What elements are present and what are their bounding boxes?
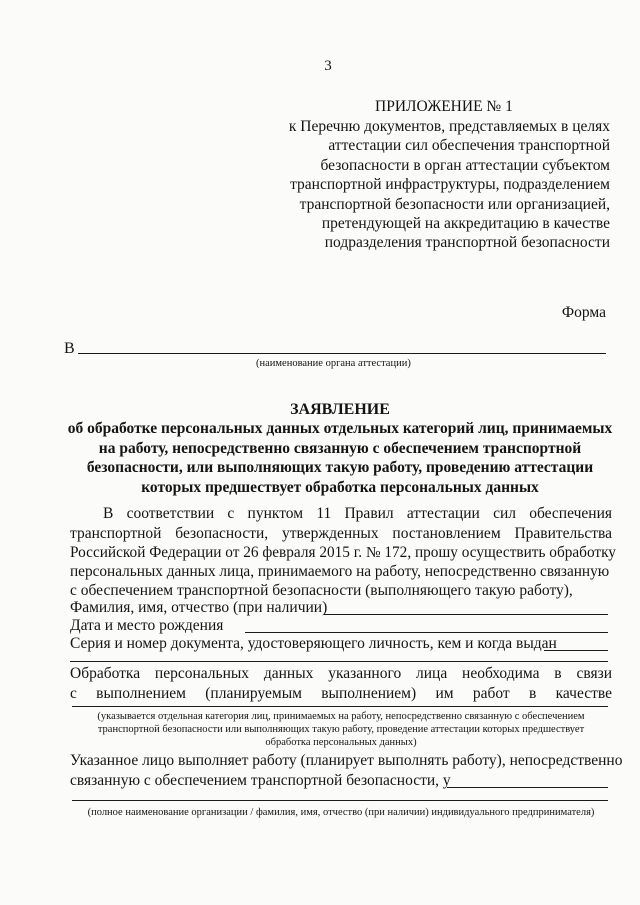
page-number: 3	[324, 58, 332, 74]
organization-field-line[interactable]	[447, 787, 608, 788]
appendix-line: транспортной безопасности или организацией,	[299, 195, 610, 213]
paragraph-line: связанную с обеспечением транспортной безопасности, у	[70, 772, 451, 789]
appendix-title: ПРИЛОЖЕНИЕ № 1	[375, 98, 513, 115]
category-field-line[interactable]	[72, 706, 608, 707]
appendix-line: аттестации сил обеспечения транспортной	[328, 137, 610, 155]
paragraph-line: Обработка персональных данных указанного лица необходима в связи	[70, 665, 612, 682]
subtitle-line: безопасности, или выполняющих такую работу, проведению аттестации	[86, 459, 594, 476]
appendix-line: транспортной инфраструктуры, подразделением	[290, 176, 610, 194]
paragraph-line: с выполнением (планируемым выполнением) им работ в качестве	[70, 685, 612, 702]
statement-subtitle	[60, 419, 620, 497]
subtitle-line: об обработке персональных данных отдельных категорий лиц, принимаемых	[67, 420, 613, 437]
form-label: Форма	[561, 304, 606, 321]
birth-label: Дата и место рождения	[70, 617, 224, 634]
appendix-line: к Перечню документов, представляемых в целях	[288, 118, 610, 135]
caption-line: транспортной безопасности или выполняющих такую работу, проведение аттестации которых предшествует	[97, 724, 585, 735]
subtitle-line: на работу, непосредственно связанную с обеспечением транспортной	[98, 439, 582, 457]
paragraph-line: В соответствии с пунктом 11 Правил аттестации сил обеспечения	[103, 505, 612, 522]
addressee-field-line[interactable]	[78, 353, 606, 354]
addressee-prefix: В	[64, 340, 75, 357]
organization-field-line-2[interactable]	[72, 800, 608, 801]
document-label: Серия и номер документа, удостоверяющего личность, кем и когда выдан	[70, 635, 557, 652]
appendix-line: безопасности в орган аттестации субъектом	[320, 156, 610, 174]
addressee-caption: (наименование органа аттестации)	[256, 358, 411, 369]
full-name-label: Фамилия, имя, отчество (при наличии)	[70, 599, 328, 616]
organization-caption	[70, 806, 612, 819]
caption-line: (полное наименование организации / фамилия, имя, отчество (при наличии) индивидуального предпринимателя)	[87, 807, 595, 818]
appendix-reference	[272, 117, 610, 253]
birth-field-line[interactable]	[245, 632, 608, 633]
appendix-line: подразделения транспортной безопасности	[324, 234, 610, 252]
full-name-field-line[interactable]	[324, 614, 608, 615]
subtitle-line: которых предшествует обработка персональных данных	[141, 478, 539, 496]
paragraph-line: с обеспечением транспортной безопасности (выполняющего такую работу),	[70, 582, 573, 599]
appendix-line: претендующей на аккредитацию в качестве	[321, 215, 610, 233]
document-field-line[interactable]	[544, 650, 608, 651]
paragraph-line: Российской Федерации от 26 февраля 2015 г. № 172, прошу осуществить обработку	[70, 544, 616, 561]
category-caption	[70, 710, 612, 749]
paragraph-line: персональных данных лица, принимаемого на работу, непосредственно связанную	[70, 563, 610, 580]
caption-line: (указывается отдельная категория лиц, принимаемых на работу, непосредственно связанную с обеспечением	[97, 711, 585, 722]
paragraph-line: транспортной безопасности, утвержденных постановлением Правительства	[70, 525, 612, 542]
paragraph-line: Указанное лицо выполняет работу (планирует выполнять работу), непосредственно	[70, 752, 623, 769]
caption-line: обработка персональных данных)	[265, 737, 417, 748]
document-field-line-2[interactable]	[70, 661, 608, 662]
statement-title: ЗАЯВЛЕНИЕ	[290, 401, 390, 418]
